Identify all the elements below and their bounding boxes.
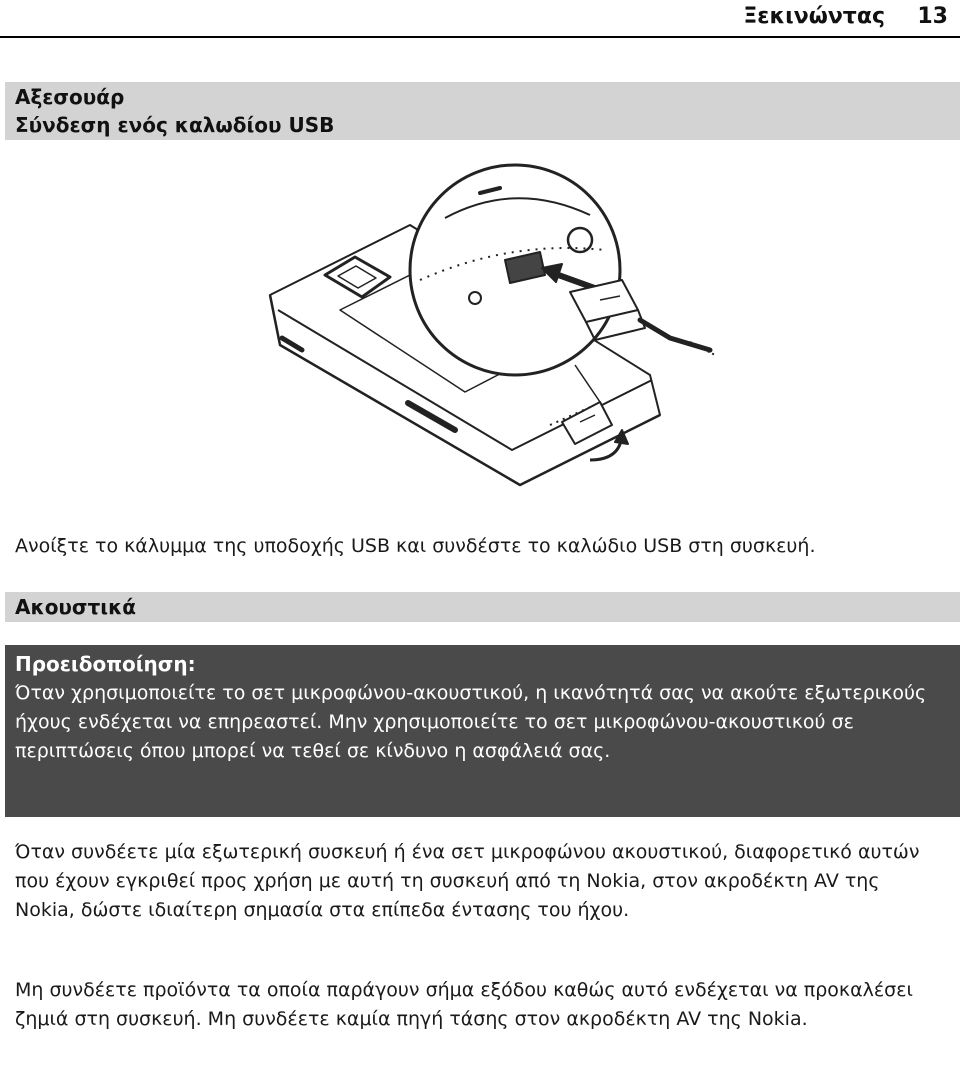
phone-usb-drawing bbox=[250, 160, 720, 490]
page-number: 13 bbox=[917, 4, 948, 29]
headsets-heading: Ακουστικά bbox=[5, 592, 960, 622]
output-signal-paragraph: Μη συνδέετε προϊόντα τα οποία παράγουν σήμα εξόδου καθώς αυτό ενδέχεται να προκαλέσει ζημιά στη συσκευή. Μη συνδέετε καμία πηγή τάσης στον ακροδέκτη AV της Nokia. bbox=[15, 979, 913, 1030]
page-header bbox=[0, 0, 960, 38]
accessories-heading: Αξεσουάρ bbox=[15, 85, 125, 109]
chapter-title: Ξεκινώντας bbox=[743, 4, 885, 29]
warning-box bbox=[5, 645, 960, 817]
figure-caption: Ανοίξτε το κάλυμμα της υποδοχής USB και συνδέστε το καλώδιο USB στη συσκευή. bbox=[15, 535, 816, 557]
warning-text: Όταν χρησιμοποιείτε το σετ μικροφώνου-ακουστικού, η ικανότητά σας να ακούτε εξωτερικούς ήχους ενδέχεται να επηρεαστεί. Μην χρησιμοποιείτε το σετ μικροφώνου-ακουστικού σε περιπτώσεις όπου μπορεί να τεθεί σε κίνδυνο η ασφάλειά σας. bbox=[15, 682, 927, 762]
usb-cable-subheading: Σύνδεση ενός καλωδίου USB bbox=[15, 113, 335, 137]
av-connector-paragraph: Όταν συνδέετε μία εξωτερική συσκευή ή ένα σετ μικροφώνου ακουστικού, διαφορετικό αυτών που έχουν εγκριθεί προς χρήση με αυτή τη συσκευή από τη Nokia, στον ακροδέκτη AV της Nokia, δώστε ιδιαίτερη σημασία στα επίπεδα έντασης του ήχου. bbox=[15, 841, 920, 921]
warning-title: Προειδοποίηση: bbox=[15, 652, 196, 676]
usb-connection-illustration bbox=[250, 160, 720, 490]
accessories-section-header bbox=[5, 82, 960, 140]
